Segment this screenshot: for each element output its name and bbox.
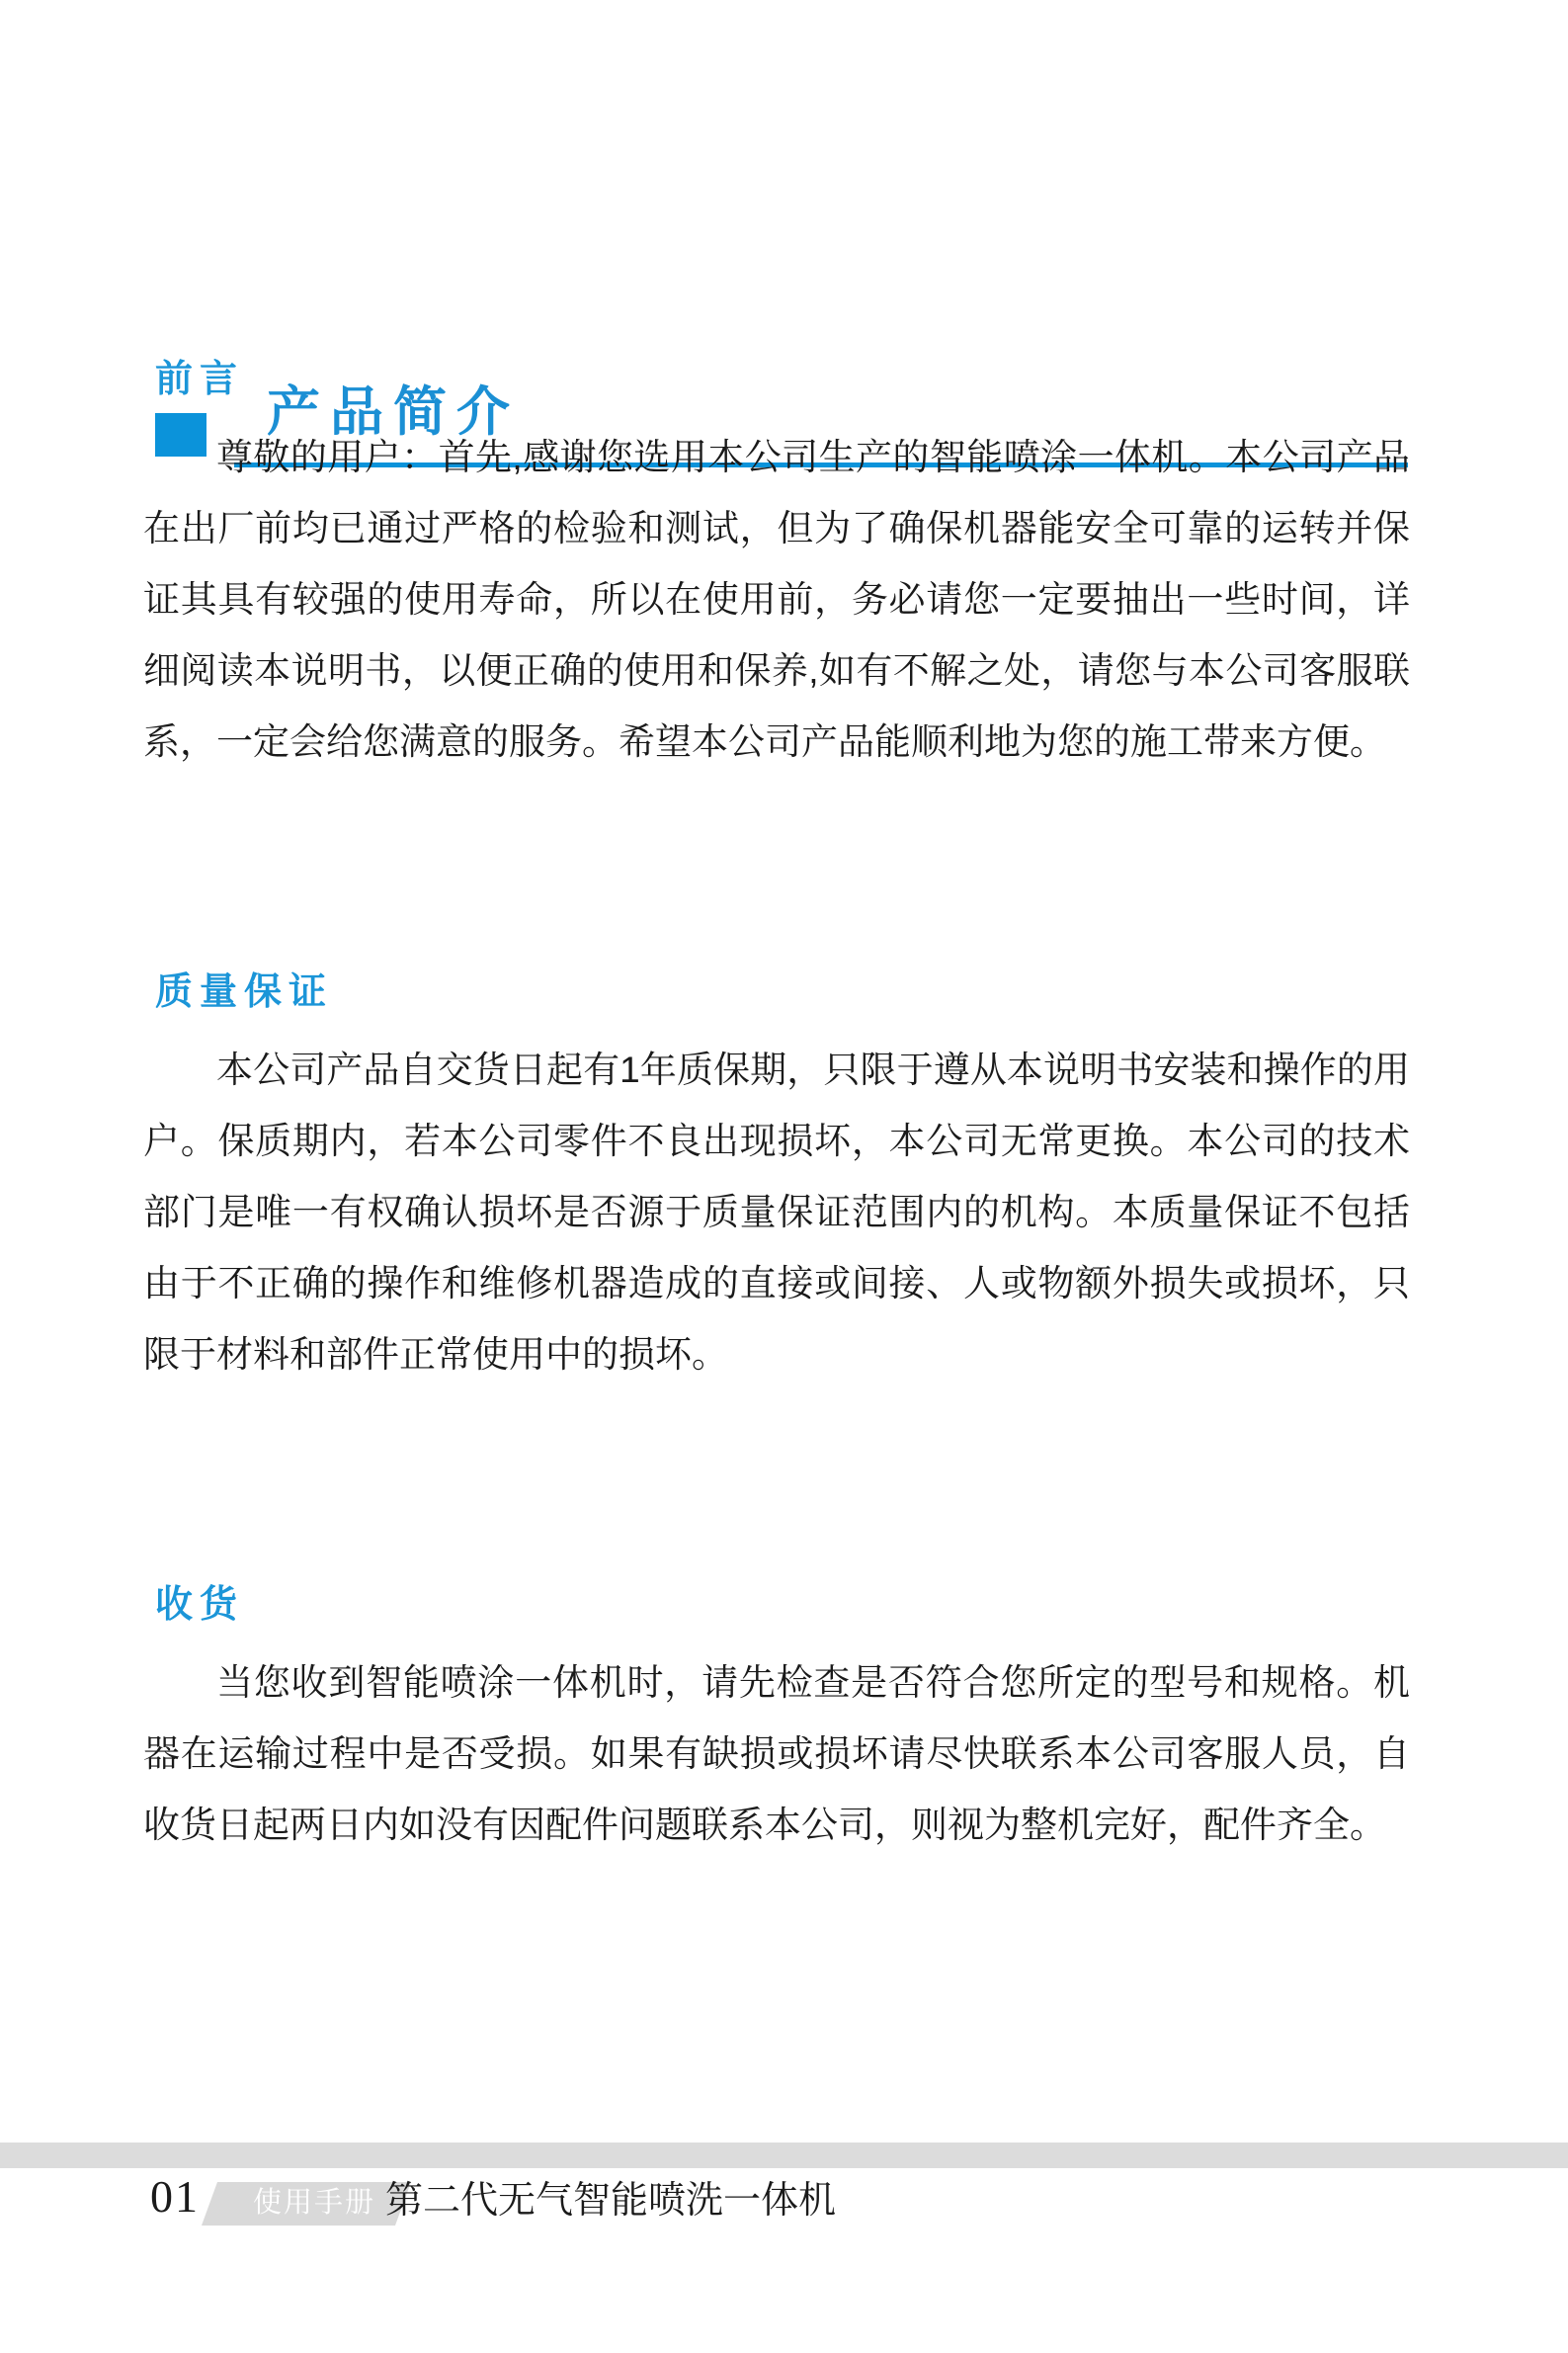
footer-page-number: 01: [150, 2171, 200, 2222]
paragraph-preface: 尊敬的用户：首先,感谢您选用本公司生产的智能喷涂一体机。本公司产品在出厂前均已通过严格的检验和测试，但为了确保机器能安全可靠的运转并保证其具有较强的使用寿命，所以在使用前，务必请您一定要抽出一些时间，详细阅读本说明书，以便正确的使用和保养,如有不解之处，请您与本公司客服联系，一定会给您满意的服务。希望本公司产品能顺利地为您的施工带来方便。: [143, 437, 1410, 762]
footer-divider-bar: [0, 2143, 1568, 2168]
paragraph-receiving: 当您收到智能喷涂一体机时，请先检查是否符合您所定的型号和规格。机器在运输过程中是否受损。如果有缺损或损坏请尽快联系本公司客服人员，自收货日起两日内如没有因配件问题联系本公司，则视为整机完好，配件齐全。: [143, 1662, 1410, 1845]
footer-tag-label: 使用手册: [252, 2187, 375, 2219]
paragraph-quality-assurance: 本公司产品自交货日起有1年质保期，只限于遵从本说明书安装和操作的用户。保质期内，若本公司零件不良出现损坏，本公司无常更换。本公司的技术部门是唯一有权确认损坏是否源于质量保证范围内的机构。本质量保证不包括由于不正确的操作和维修机器造成的直接或间接、人或物额外损失或损坏，只限于材料和部件正常使用中的损坏。: [143, 1050, 1410, 1375]
subheading-quality-assurance: 质量保证: [155, 971, 334, 1013]
subheading-preface: 前言: [155, 359, 245, 400]
subheading-receiving: 收货: [155, 1584, 245, 1626]
footer-product-name: 第二代无气智能喷洗一体机: [385, 2180, 837, 2222]
page-title: 产品简介: [267, 382, 520, 442]
